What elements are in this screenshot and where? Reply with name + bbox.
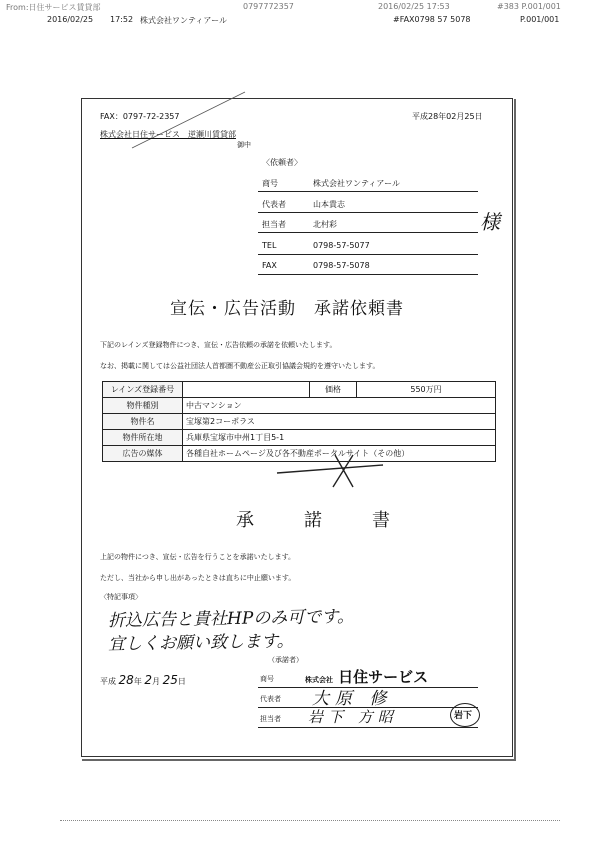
approver-company-name: 日住サービス (338, 668, 429, 686)
requester-label-company: 商号 (262, 179, 278, 188)
document-date: 平成28年02月25日 (412, 112, 483, 121)
handwritten-condition-2: 宜しくお願い致します。 (107, 631, 294, 655)
requester-value-fax: 0798-57-5078 (313, 261, 370, 270)
table-label-media: 広告の媒体 (103, 446, 183, 462)
table-label-name: 物件名 (103, 414, 183, 430)
fax-header-line1-far: #383 P.001/001 (497, 2, 561, 11)
date-month: 2 (144, 673, 153, 687)
table-value-media: 各種自社ホームページ及び各不動産ポータルサイト（その他） (183, 446, 496, 462)
date-year: 28 (118, 673, 134, 687)
table-value-reins (183, 382, 310, 398)
table-label-type: 物件種別 (103, 398, 183, 414)
requester-label-fax: FAX (262, 261, 277, 270)
addressee-honorific: 御中 (237, 141, 251, 149)
consent-line-1: 上記の物件につき、宣伝・広告を行うことを承諾いたします。 (100, 553, 296, 561)
property-table (102, 381, 496, 462)
requester-label-contact: 担当者 (262, 220, 286, 229)
requester-value-contact: 北村彩 (313, 220, 337, 229)
requester-underline-rep (258, 212, 478, 213)
approver-company-label: 商号 (260, 675, 274, 683)
date-month-unit: 月 (152, 677, 161, 686)
table-label-address: 物件所在地 (103, 430, 183, 446)
table-label-price: 価格 (310, 382, 357, 398)
requester-underline-tel (258, 254, 478, 255)
seal-text: 岩下 (454, 711, 473, 721)
date-year-unit: 年 (133, 677, 142, 686)
consent-title: 承 諾 書 (236, 510, 406, 531)
bottom-dotted-line (60, 820, 560, 821)
fax-header-line1-right: 2016/02/25 17:53 (378, 2, 450, 11)
consent-date (100, 673, 186, 687)
table-row (103, 430, 496, 446)
conditions-label: 〈特記事項〉 (100, 593, 142, 601)
approver-contact-label: 担当者 (260, 715, 281, 723)
table-row (103, 382, 496, 398)
fax-to: FAX：0797-72-2357 (100, 112, 180, 121)
requester-heading: 〈依頼者〉 (262, 158, 302, 167)
main-title: 宣伝・広告活動 承諾依頼書 (170, 299, 404, 319)
table-row (103, 414, 496, 430)
fax-header-date: 2016/02/25 (47, 15, 94, 24)
table-value-price: 550万円 (357, 382, 496, 398)
requester-underline-contact (258, 232, 478, 233)
fax-header-sender: 株式会社ワンティアール (140, 16, 227, 25)
approver-rep-name: 大原 修 (312, 689, 393, 709)
approver-company-small: 株式会社 (305, 676, 333, 684)
requester-value-rep: 山本貴志 (313, 200, 345, 209)
cross-out-mark (275, 451, 385, 491)
requester-value-company: 株式会社ワンティアール (313, 179, 400, 188)
approver-rep-label: 代表者 (260, 695, 281, 703)
consent-line-2: ただし、当社から申し出があったときは直ちに中止願います。 (100, 574, 296, 582)
handwritten-condition-1: 折込広告と貴社HPのみ可です。 (107, 606, 355, 632)
requester-label-tel: TEL (262, 241, 277, 250)
personal-seal (450, 703, 480, 727)
table-value-type: 中古マンション (183, 398, 496, 414)
intro-line-2: なお、掲載に関しては公益社団法人首都圏不動産公正取引協議会規約を遵守いたします。 (100, 362, 380, 370)
fax-header-line1-mid: 0797772357 (243, 2, 294, 11)
fax-header-fax: #FAX0798 57 5078 (393, 15, 471, 24)
intro-line-1: 下記のレインズ登録物件につき、宣伝・広告依頼の承諾を依頼いたします。 (100, 341, 337, 349)
table-row (103, 398, 496, 414)
fax-header-page: P.001/001 (520, 15, 560, 24)
addressee-company: 株式会社日住サービス 逆瀬川賃貸部 (100, 130, 236, 139)
date-day: 25 (162, 673, 178, 687)
requester-label-rep: 代表者 (262, 200, 286, 209)
requester-underline-fax (258, 274, 478, 275)
fax-header-line1-left: From:日住サービス賃貸部 (6, 3, 101, 12)
approver-label: （承諾者） (268, 656, 303, 664)
date-prefix: 平成 (100, 677, 116, 686)
requester-value-tel: 0798-57-5077 (313, 241, 370, 250)
table-value-address: 兵庫県宝塚市中州1丁目5-1 (183, 430, 496, 446)
handwritten-honorific: 様 (480, 210, 500, 234)
table-label-reins: レインズ登録番号 (103, 382, 183, 398)
fax-header-time: 17:52 (110, 15, 134, 24)
approver-contact-name: 岩下 方昭 (308, 708, 398, 726)
date-day-unit: 日 (177, 677, 186, 686)
requester-underline-company (258, 191, 478, 192)
table-value-name: 宝塚第2コーポラス (183, 414, 496, 430)
approver-underline-contact (258, 727, 478, 728)
